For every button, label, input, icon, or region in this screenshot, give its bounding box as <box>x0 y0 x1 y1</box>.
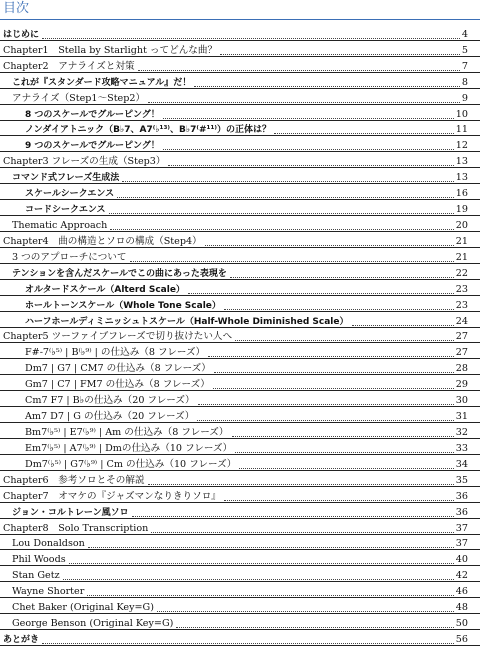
toc-entry-label: Phil Woods <box>12 554 66 566</box>
dot-leader <box>198 403 454 405</box>
toc-entry-label: Dm7 | G7 | CM7 の仕込み（8 フレーズ） <box>25 363 211 375</box>
dot-leader <box>163 117 454 119</box>
dot-leader <box>239 467 453 469</box>
toc-entry-label: Thematic Approach <box>12 219 108 231</box>
dot-leader <box>213 387 454 389</box>
toc-entry-page: 20 <box>455 219 468 231</box>
toc-entry[interactable] <box>0 296 480 312</box>
toc-entry-label: はじめに <box>3 29 40 40</box>
toc-entry-page: 13 <box>455 156 468 168</box>
dot-leader <box>352 324 454 326</box>
toc-entry[interactable] <box>0 312 480 328</box>
toc-entry-page: 22 <box>455 267 468 279</box>
toc-entry[interactable] <box>0 184 480 200</box>
toc-entry[interactable] <box>0 343 480 359</box>
entry-underline <box>0 645 480 646</box>
toc-entry[interactable] <box>0 471 480 487</box>
toc-entry-label: Chapter7 オマケの『ジャズマンなりきりソロ』 <box>3 490 221 502</box>
toc-entry[interactable] <box>0 280 480 296</box>
toc-entry-page: 40 <box>455 554 468 566</box>
toc-entry-page: 8 <box>461 76 468 88</box>
toc-entry-page: 21 <box>455 251 468 263</box>
toc-entry-label: Chapter3 フレーズの生成（Step3） <box>3 156 166 168</box>
toc-entry-page: 33 <box>455 442 468 454</box>
dot-leader <box>274 132 454 134</box>
toc-entry-page: 11 <box>455 124 468 136</box>
toc-entry-page: 50 <box>455 618 468 630</box>
toc-entry-label: 3 つのアプローチについて <box>12 251 127 263</box>
toc-entry[interactable] <box>0 121 480 137</box>
toc-entry[interactable] <box>0 487 480 503</box>
toc-entry[interactable] <box>0 535 480 551</box>
toc-entry-page: 12 <box>455 140 468 152</box>
toc-entry-label: Wayne Shorter <box>12 586 85 598</box>
toc-entry-page: 29 <box>455 379 468 391</box>
dot-leader <box>117 196 454 198</box>
dot-leader <box>197 419 453 421</box>
toc-entry-page: 37 <box>455 538 468 550</box>
toc-entry-label: Chapter1 Stella by Starlight ってどんな曲？ <box>3 44 218 56</box>
toc-entry[interactable] <box>0 503 480 519</box>
toc-entry[interactable] <box>0 136 480 152</box>
dot-leader <box>132 515 454 517</box>
toc-entry[interactable] <box>0 200 480 216</box>
dot-leader <box>157 610 454 612</box>
toc-entry-page: 19 <box>455 204 468 216</box>
toc-entry-label: 9 つのスケールでグルーピング！ <box>25 141 160 152</box>
toc-entry-label: スケールシークエンス <box>25 189 115 200</box>
toc-entry[interactable] <box>0 328 480 344</box>
dot-leader <box>138 69 460 71</box>
dot-leader <box>163 148 454 150</box>
toc-entry-page: 32 <box>455 426 468 438</box>
dot-leader <box>42 37 460 39</box>
toc-entry-label: Dm7⁽♭⁵⁾ | G7⁽♭⁹⁾ | Cm の仕込み（10 フレーズ） <box>25 458 237 470</box>
toc-entry-label: Stan Getz <box>12 570 60 582</box>
toc-entry[interactable] <box>0 375 480 391</box>
toc-entry-page: 42 <box>455 570 468 582</box>
toc-entry-label: ホールトーンスケール（Whole Tone Scale） <box>25 300 221 311</box>
toc-entry-page: 7 <box>461 60 468 72</box>
toc-entry-page: 23 <box>455 299 468 311</box>
toc-entry-label: F#-7⁽♭⁵⁾ | B⁽♭⁹⁾ | の仕込み（8 フレーズ） <box>25 347 206 359</box>
toc-entry[interactable] <box>0 152 480 168</box>
dot-leader <box>208 355 454 357</box>
toc-entry-page: 9 <box>461 92 468 104</box>
dot-leader <box>130 260 454 262</box>
toc-entry-label: Em7⁽♭⁵⁾ | A7⁽♭⁹⁾ | Dmの仕込み（10 フレーズ） <box>25 442 233 454</box>
dot-leader <box>230 276 454 278</box>
dot-leader <box>205 244 454 246</box>
toc-entry-label: これが『スタンダード攻略マニュアル』だ！ <box>12 77 192 88</box>
toc-entry-page: 36 <box>455 490 468 502</box>
dot-leader <box>224 308 454 310</box>
dot-leader <box>110 228 454 230</box>
toc-entry-label: ジョン・コルトレーン風ソロ <box>12 507 129 518</box>
dot-leader <box>235 339 454 341</box>
toc-entry-page: 36 <box>455 506 468 518</box>
dot-leader <box>151 531 453 533</box>
toc-entry-page: 4 <box>461 28 468 40</box>
toc-entry-label: テンションを含んだスケールでこの曲にあった表現を <box>12 268 227 279</box>
toc-entry[interactable] <box>0 25 480 41</box>
toc-entry[interactable] <box>0 264 480 280</box>
toc-entry-page: 5 <box>461 44 468 56</box>
toc-entry-label: コマンド式フレーズ生成法 <box>12 173 120 184</box>
toc-entry-label: Chet Baker (Original Key=G) <box>12 602 154 614</box>
dot-leader <box>148 483 454 485</box>
toc-entry[interactable] <box>0 248 480 264</box>
dot-leader <box>63 578 454 580</box>
dot-leader <box>148 101 460 103</box>
toc-entry-label: Chapter4 曲の構造とソロの構成（Step4） <box>3 235 202 247</box>
toc-entry[interactable] <box>0 566 480 582</box>
toc-entry-page: 23 <box>455 283 468 295</box>
toc-entry-label: Bm7⁽♭⁵⁾ | E7⁽♭⁹⁾ | Am の仕込み（8 フレーズ） <box>25 426 229 438</box>
toc-entry-page: 28 <box>455 363 468 375</box>
toc-entry[interactable] <box>0 41 480 57</box>
toc-entry-page: 27 <box>455 331 468 343</box>
toc-entry[interactable] <box>0 550 480 566</box>
toc-entry[interactable] <box>0 407 480 423</box>
toc-entry-label: Am7 D7 | G の仕込み（20 フレーズ） <box>25 411 195 423</box>
toc-entry-label: Gm7 | C7 | FM7 の仕込み（8 フレーズ） <box>25 379 210 391</box>
toc-entry[interactable] <box>0 439 480 455</box>
dot-leader <box>88 546 454 548</box>
toc-entry-label: 8 つのスケールでグルーピング！ <box>25 109 160 120</box>
toc-entry-label: ハーフホールディミニッシュトスケール（Half-Whole Diminished Scale） <box>25 316 349 327</box>
dot-leader <box>188 292 454 294</box>
toc-entry-label: コードシークエンス <box>25 205 106 216</box>
toc-entry[interactable] <box>0 168 480 184</box>
dot-leader <box>232 435 454 437</box>
dot-leader <box>235 451 454 453</box>
toc-entry[interactable] <box>0 614 480 630</box>
toc-entry-label: オルタードスケール（Alterd Scale） <box>25 284 185 295</box>
toc-entry[interactable] <box>0 105 480 121</box>
toc-entry-page: 48 <box>455 602 468 614</box>
dot-leader <box>168 164 453 166</box>
dot-leader <box>109 212 454 214</box>
toc-entry-page: 27 <box>455 347 468 359</box>
toc-entry-page: 46 <box>455 586 468 598</box>
toc-entry-page: 16 <box>455 188 468 200</box>
dot-leader <box>122 180 454 182</box>
toc-entry-page: 30 <box>455 395 468 407</box>
toc-entry-page: 56 <box>455 633 468 645</box>
toc-entry-label: アナライズ（Step1〜Step2） <box>12 92 146 104</box>
toc-entry-page: 31 <box>455 411 468 423</box>
toc-entry-page: 37 <box>455 522 468 534</box>
title-divider <box>0 19 480 20</box>
dot-leader <box>224 499 454 501</box>
dot-leader <box>69 562 454 564</box>
toc-entry-label: Chapter5 ツーファイブフレーズで切り抜けたい人へ <box>3 331 233 343</box>
page-title: 目次 <box>3 1 30 16</box>
toc-entry-label: ノンダイアトニック（B♭7、A7⁽♭¹³⁾、B♭7⁽#¹¹⁾）の正体は？ <box>25 125 271 136</box>
toc-entry[interactable] <box>0 73 480 89</box>
toc-entry[interactable] <box>0 359 480 375</box>
toc-entry-label: Chapter8 Solo Transcription <box>3 522 149 534</box>
toc-entry-label: Cm7 F7 | B♭の仕込み（20 フレーズ） <box>25 395 195 407</box>
toc-entry[interactable] <box>0 423 480 439</box>
toc-entry-label: Chapter6 参考ソロとその解説 <box>3 474 145 486</box>
toc-entry[interactable] <box>0 232 480 248</box>
toc-entry-label: あとがき <box>3 634 40 645</box>
toc-entry[interactable] <box>0 391 480 407</box>
toc-entry-page: 13 <box>455 172 468 184</box>
toc-entry[interactable] <box>0 57 480 73</box>
toc-entry[interactable] <box>0 455 480 471</box>
toc-entry[interactable] <box>0 598 480 614</box>
toc-entry-label: George Benson (Original Key=G) <box>12 618 174 630</box>
toc-entry-label: Lou Donaldson <box>12 538 85 550</box>
dot-leader <box>87 594 453 596</box>
toc-entry[interactable] <box>0 216 480 232</box>
toc-list <box>0 25 480 646</box>
toc-entry-page: 24 <box>455 315 468 327</box>
dot-leader <box>214 371 454 373</box>
dot-leader <box>194 85 460 87</box>
dot-leader <box>220 53 460 55</box>
toc-entry[interactable] <box>0 582 480 598</box>
toc-entry[interactable] <box>0 519 480 535</box>
dot-leader <box>42 642 454 644</box>
toc-entry-page: 21 <box>455 235 468 247</box>
toc-entry[interactable] <box>0 89 480 105</box>
toc-entry-page: 10 <box>455 108 468 120</box>
toc-entry[interactable] <box>0 630 480 646</box>
toc-entry-page: 34 <box>455 458 468 470</box>
dot-leader <box>176 626 453 628</box>
toc-entry-label: Chapter2 アナライズと対策 <box>3 60 135 72</box>
toc-entry-page: 35 <box>455 474 468 486</box>
